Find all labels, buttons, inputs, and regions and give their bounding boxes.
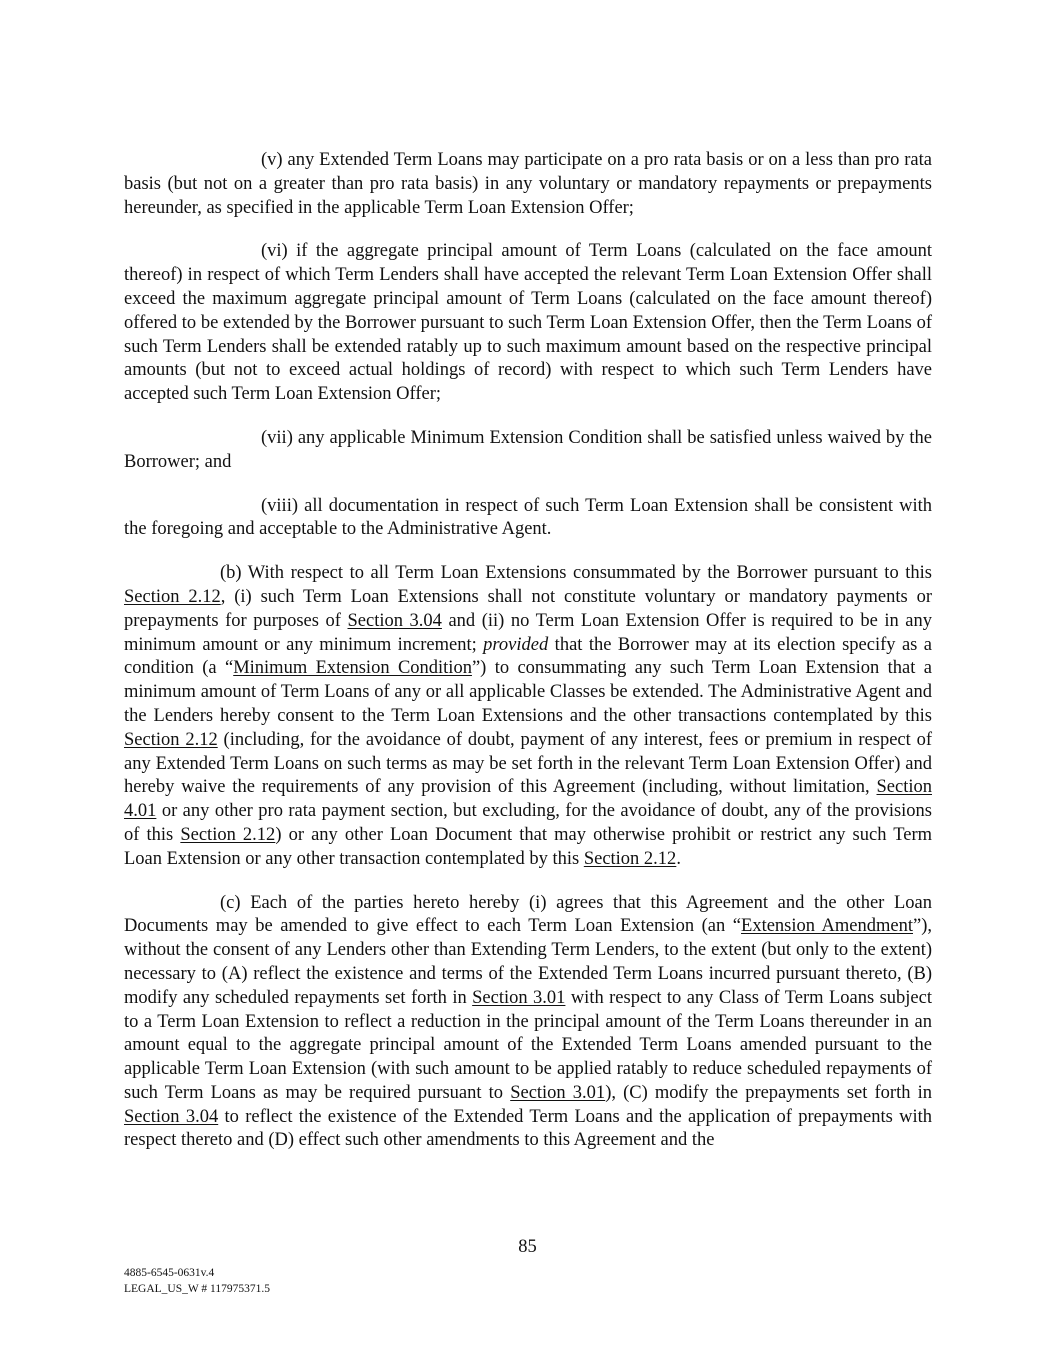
paragraph-b-text-6: (including, for the avoidance of doubt, payment of any interest, fees or premium in respect of any Extended Term Loans on such terms as may be set forth in the relevant Term Loan Extension Offer) and hereby waive the requirements of any provision of this Agreement (including, without limitation, xyxy=(124,729,932,798)
paragraph-c-text-2: ”), without the consent of any Lenders other than Extending Term Lenders, to the extent (but only to the extent) necessary to (A) reflect the existence and terms of the Extended Term Loans incurred pursuant thereto, (B) modify any scheduled repayments set forth in xyxy=(124,916,932,1008)
footer-legal-id: LEGAL_US_W # 117975371.5 xyxy=(124,1283,270,1295)
clause-vii xyxy=(124,427,932,475)
section-3-04-reference: Section 3.04 xyxy=(124,1106,219,1127)
paragraph-b-text-5: ”) to consummating any such Term Loan Extension that a minimum amount of Term Loans of any or all applicable Classes be extended. The Administrative Agent and the Lenders hereby consent to the Term Loan Extensions and the other transactions contemplated by this xyxy=(124,658,932,726)
defined-term-minimum-extension-condition: Minimum Extension Condition xyxy=(233,658,472,679)
paragraph-c-text-1: (c) Each of the parties hereto hereby (i) agrees that this Agreement and the other Loan Documents may be amended to give effect to each Term Loan Extension (an “ xyxy=(124,892,932,937)
paragraph-c-text-5: to reflect the existence of the Extended Term Loans and the application of prepayments with respect thereto and (D) effect such other amendments to this Agreement and the xyxy=(124,1106,932,1151)
page-number: 85 xyxy=(518,1237,537,1257)
clause-vi-text: (vi) if the aggregate principal amount of Term Loans (calculated on the face amount thereof) in respect of which Term Lenders shall have accepted the relevant Term Loan Extension Offer shall exceed the maximum aggregate principal amount of Term Loans (calculated on the face amount thereof) offered to be extended by the Borrower pursuant to such Term Loan Extension Offer, then the Term Loans of such Term Lenders shall be extended ratably up to such maximum amount based on the respective principal amounts (but not to exceed actual holdings of record) with respect to which such Term Lenders have accepted such Term Loan Extension Offer; xyxy=(124,241,932,405)
paragraph-b-text-3: and (ii) no Term Loan Extension Offer is required to be in any minimum amount or any minimum increment; xyxy=(124,610,932,655)
section-2-12-reference: Section 2.12 xyxy=(124,586,221,607)
paragraph-b-text-1: (b) With respect to all Term Loan Extensions consummated by the Borrower pursuant to this xyxy=(220,563,932,584)
provided-italic: provided xyxy=(483,634,549,655)
clause-vi xyxy=(124,240,932,407)
paragraph-b-text-9: . xyxy=(676,848,681,869)
section-2-12-reference: Section 2.12 xyxy=(180,824,276,845)
paragraph-c-text-4: ), (C) modify the prepayments set forth in xyxy=(605,1082,933,1103)
clause-viii-text: (viii) all documentation in respect of such Term Loan Extension shall be consistent with the foregoing and acceptable to the Administrative Agent. xyxy=(124,495,932,540)
paragraph-c xyxy=(124,892,932,1154)
section-3-01-reference: Section 3.01 xyxy=(510,1082,606,1103)
clause-v xyxy=(124,149,932,220)
paragraph-b-text-4: that the Borrower may at its election specify as a condition (a “ xyxy=(124,634,933,679)
clause-vii-text: (vii) any applicable Minimum Extension Condition shall be satisfied unless waived by the Borrower; and xyxy=(124,427,932,472)
section-3-01-reference: Section 3.01 xyxy=(472,987,566,1008)
defined-term-extension-amendment: Extension Amendment xyxy=(741,916,913,937)
paragraph-b-text-8: ) or any other Loan Document that may otherwise prohibit or restrict any such Term Loan Extension or any other transaction contemplated by this xyxy=(124,824,932,869)
document-body xyxy=(124,149,932,1153)
paragraph-b-text-2: , (i) such Term Loan Extensions shall not constitute voluntary or mandatory payments or prepayments for purposes of xyxy=(124,586,932,631)
section-2-12-reference: Section 2.12 xyxy=(124,729,218,750)
section-4-01-reference: Section 4.01 xyxy=(124,777,932,822)
clause-v-text: (v) any Extended Term Loans may participate on a pro rata basis or on a less than pro rata basis (but not on a greater than pro rata basis) in any voluntary or mandatory repayments or prepayments hereunder, as specified in the applicable Term Loan Extension Offer; xyxy=(124,150,932,218)
footer-doc-id: 4885-6545-0631v.4 xyxy=(124,1267,215,1279)
paragraph-c-text-3: with respect to any Class of Term Loans subject to a Term Loan Extension to reflect a reduction in the principal amount of the Term Loans thereunder in an amount equal to the aggregate principal amount of the Extended Term Loans amended pursuant to the applicable Term Loan Extension (with such amount to be applied ratably to reduce scheduled repayments of such Term Loans as may be required pursuant to xyxy=(124,987,932,1103)
paragraph-b-text-7: or any other pro rata payment section, but excluding, for the avoidance of doubt, any of the provisions of this xyxy=(124,801,932,845)
section-3-04-reference: Section 3.04 xyxy=(347,610,442,631)
clause-viii xyxy=(124,495,932,543)
paragraph-b xyxy=(124,562,932,871)
section-2-12-reference: Section 2.12 xyxy=(583,848,677,869)
footer-document-ids xyxy=(124,1265,270,1297)
